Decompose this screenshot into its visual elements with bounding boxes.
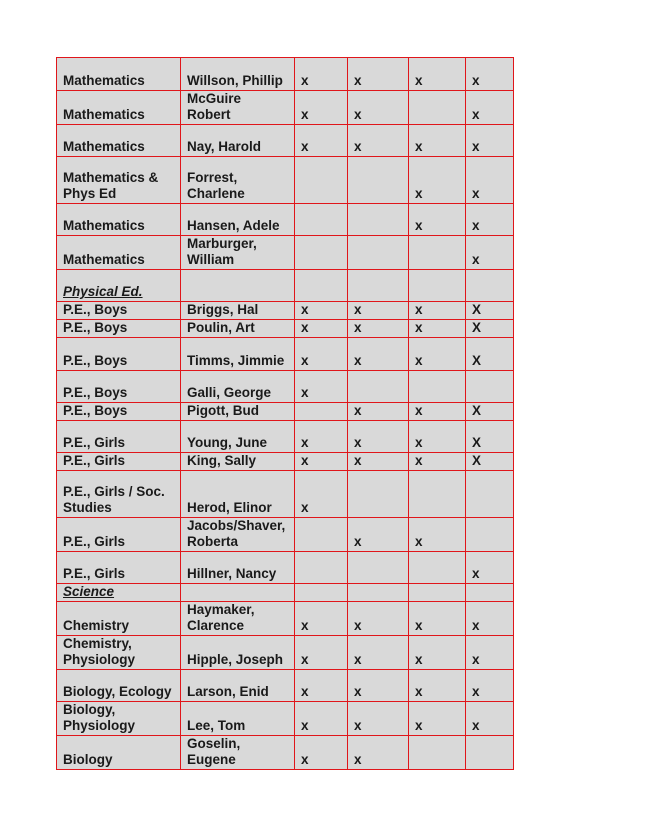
mark-cell-4: x (466, 125, 514, 157)
subject-cell: P.E., Boys (57, 403, 181, 421)
mark-cell-3: x (409, 453, 466, 471)
table-row (57, 702, 514, 736)
mark-cell-1: x (295, 320, 348, 338)
mark-cell-3: x (409, 58, 466, 91)
empty-cell (295, 584, 348, 602)
mark-cell-2: x (348, 670, 409, 702)
table-row (57, 453, 514, 471)
subject-cell: P.E., Boys (57, 338, 181, 371)
teacher-cell: Haymaker, Clarence (181, 602, 295, 636)
section-row (57, 270, 514, 302)
mark-cell-4: x (466, 236, 514, 270)
mark-cell-3: x (409, 670, 466, 702)
mark-cell-1: x (295, 602, 348, 636)
mark-cell-2 (348, 371, 409, 403)
mark-cell-4: x (466, 602, 514, 636)
teacher-cell: Larson, Enid (181, 670, 295, 702)
mark-cell-4: x (466, 58, 514, 91)
mark-cell-2 (348, 471, 409, 518)
table-row (57, 236, 514, 270)
subject-cell: Mathematics (57, 236, 181, 270)
teacher-cell: Lee, Tom (181, 702, 295, 736)
mark-cell-1: x (295, 471, 348, 518)
mark-cell-3 (409, 91, 466, 125)
mark-cell-4 (466, 371, 514, 403)
mark-cell-1 (295, 518, 348, 552)
subject-cell: P.E., Girls (57, 421, 181, 453)
teacher-cell: Timms, Jimmie (181, 338, 295, 371)
section-heading: Science (57, 584, 181, 602)
mark-cell-3: x (409, 421, 466, 453)
empty-cell (466, 270, 514, 302)
mark-cell-4: X (466, 403, 514, 421)
roster-body (57, 58, 514, 770)
table-row (57, 338, 514, 371)
table-row (57, 91, 514, 125)
subject-cell: Mathematics (57, 58, 181, 91)
table-row (57, 371, 514, 403)
teacher-cell: McGuire Robert (181, 91, 295, 125)
teacher-cell: Galli, George (181, 371, 295, 403)
table-row (57, 302, 514, 320)
mark-cell-2: x (348, 702, 409, 736)
subject-cell: Mathematics & Phys Ed (57, 157, 181, 204)
mark-cell-4: X (466, 338, 514, 371)
mark-cell-3: x (409, 320, 466, 338)
mark-cell-1 (295, 236, 348, 270)
teacher-cell: Herod, Elinor (181, 471, 295, 518)
mark-cell-4: x (466, 91, 514, 125)
mark-cell-3 (409, 236, 466, 270)
subject-cell: Biology (57, 736, 181, 770)
mark-cell-1: x (295, 91, 348, 125)
empty-cell (466, 584, 514, 602)
mark-cell-4: x (466, 670, 514, 702)
mark-cell-1: x (295, 125, 348, 157)
mark-cell-4: X (466, 320, 514, 338)
mark-cell-1 (295, 403, 348, 421)
mark-cell-4: X (466, 302, 514, 320)
mark-cell-3: x (409, 204, 466, 236)
teacher-cell: Briggs, Hal (181, 302, 295, 320)
teacher-cell: Hillner, Nancy (181, 552, 295, 584)
teacher-cell: Young, June (181, 421, 295, 453)
subject-cell: Chemistry, Physiology (57, 636, 181, 670)
mark-cell-3: x (409, 636, 466, 670)
faculty-roster-table (56, 57, 514, 770)
empty-cell (348, 584, 409, 602)
subject-cell: P.E., Boys (57, 371, 181, 403)
mark-cell-2: x (348, 125, 409, 157)
empty-cell (409, 270, 466, 302)
mark-cell-3: x (409, 125, 466, 157)
mark-cell-2: x (348, 320, 409, 338)
mark-cell-2: x (348, 453, 409, 471)
mark-cell-1: x (295, 371, 348, 403)
subject-cell: Mathematics (57, 204, 181, 236)
mark-cell-4: x (466, 204, 514, 236)
subject-cell: P.E., Boys (57, 302, 181, 320)
mark-cell-4 (466, 736, 514, 770)
mark-cell-4 (466, 471, 514, 518)
teacher-cell: Pigott, Bud (181, 403, 295, 421)
mark-cell-2: x (348, 91, 409, 125)
mark-cell-1 (295, 204, 348, 236)
mark-cell-1 (295, 157, 348, 204)
mark-cell-2: x (348, 518, 409, 552)
mark-cell-1: x (295, 453, 348, 471)
mark-cell-3: x (409, 702, 466, 736)
mark-cell-4 (466, 518, 514, 552)
subject-cell: Chemistry (57, 602, 181, 636)
subject-cell: Mathematics (57, 91, 181, 125)
mark-cell-2: x (348, 302, 409, 320)
section-heading: Physical Ed. (57, 270, 181, 302)
mark-cell-1: x (295, 670, 348, 702)
teacher-cell: King, Sally (181, 453, 295, 471)
mark-cell-4: x (466, 157, 514, 204)
teacher-cell: Nay, Harold (181, 125, 295, 157)
empty-cell (348, 270, 409, 302)
mark-cell-2 (348, 236, 409, 270)
mark-cell-3: x (409, 518, 466, 552)
table-row (57, 421, 514, 453)
empty-cell (409, 584, 466, 602)
mark-cell-3 (409, 552, 466, 584)
mark-cell-1: x (295, 338, 348, 371)
mark-cell-1: x (295, 302, 348, 320)
mark-cell-3 (409, 736, 466, 770)
subject-cell: Mathematics (57, 125, 181, 157)
table-row (57, 58, 514, 91)
mark-cell-3: x (409, 602, 466, 636)
mark-cell-2: x (348, 403, 409, 421)
empty-cell (181, 584, 295, 602)
table-row (57, 552, 514, 584)
mark-cell-2: x (348, 58, 409, 91)
teacher-cell: Forrest, Charlene (181, 157, 295, 204)
empty-cell (295, 270, 348, 302)
mark-cell-2: x (348, 636, 409, 670)
teacher-cell: Marburger, William (181, 236, 295, 270)
subject-cell: Biology, Ecology (57, 670, 181, 702)
mark-cell-2 (348, 204, 409, 236)
mark-cell-1: x (295, 702, 348, 736)
table-row (57, 125, 514, 157)
mark-cell-1: x (295, 736, 348, 770)
teacher-cell: Goselin, Eugene (181, 736, 295, 770)
subject-cell: P.E., Girls / Soc. Studies (57, 471, 181, 518)
teacher-cell: Jacobs/Shaver, Roberta (181, 518, 295, 552)
mark-cell-4: x (466, 636, 514, 670)
teacher-cell: Hipple, Joseph (181, 636, 295, 670)
mark-cell-4: X (466, 453, 514, 471)
table-row (57, 736, 514, 770)
teacher-cell: Hansen, Adele (181, 204, 295, 236)
mark-cell-1: x (295, 58, 348, 91)
mark-cell-2: x (348, 421, 409, 453)
table-row (57, 471, 514, 518)
empty-cell (181, 270, 295, 302)
subject-cell: P.E., Boys (57, 320, 181, 338)
mark-cell-3: x (409, 157, 466, 204)
mark-cell-3: x (409, 403, 466, 421)
subject-cell: P.E., Girls (57, 552, 181, 584)
table-row (57, 602, 514, 636)
teacher-cell: Poulin, Art (181, 320, 295, 338)
mark-cell-2 (348, 552, 409, 584)
mark-cell-3 (409, 471, 466, 518)
subject-cell: P.E., Girls (57, 518, 181, 552)
table-row (57, 518, 514, 552)
mark-cell-4: x (466, 552, 514, 584)
mark-cell-1: x (295, 636, 348, 670)
table-row (57, 204, 514, 236)
mark-cell-4: x (466, 702, 514, 736)
table-row (57, 670, 514, 702)
mark-cell-1: x (295, 421, 348, 453)
mark-cell-1 (295, 552, 348, 584)
subject-cell: Biology, Physiology (57, 702, 181, 736)
table-row (57, 403, 514, 421)
table-row (57, 636, 514, 670)
table-row (57, 320, 514, 338)
section-row (57, 584, 514, 602)
mark-cell-3: x (409, 338, 466, 371)
mark-cell-2 (348, 157, 409, 204)
mark-cell-2: x (348, 602, 409, 636)
table-row (57, 157, 514, 204)
mark-cell-2: x (348, 338, 409, 371)
teacher-cell: Willson, Phillip (181, 58, 295, 91)
mark-cell-4: X (466, 421, 514, 453)
mark-cell-3 (409, 371, 466, 403)
mark-cell-3: x (409, 302, 466, 320)
subject-cell: P.E., Girls (57, 453, 181, 471)
mark-cell-2: x (348, 736, 409, 770)
